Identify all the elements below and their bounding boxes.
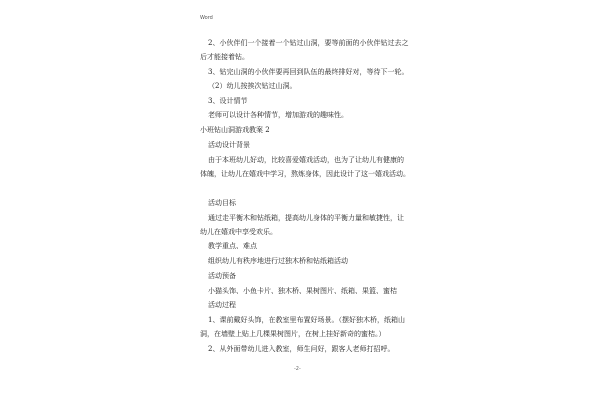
text-line: （2）幼儿按挨次钻过山洞。 (208, 82, 297, 90)
text-line: 老师可以设计各种情节，增加游戏的趣味性。 (208, 111, 348, 119)
text-line: 2、从外面带幼儿进入教室，师生问好，跟客人老师打招呼。 (208, 345, 395, 353)
text-line: 1、课前戴好头饰，在教室里布置好场景。（摆好独木桥，纸箱山 (208, 316, 405, 324)
section-heading: 活动设计背景 (208, 141, 250, 149)
text-line: 3、钻完山洞的小伙伴要再回到队伍的最终排好对，等待下一轮。 (208, 68, 409, 76)
page-number: -2- (294, 366, 301, 372)
section-heading: 活动过程 (208, 301, 236, 309)
section-heading: 活动目标 (208, 199, 236, 207)
text-line: 洞，在墙壁上贴上几棵果树图片，在树上挂好新奇的蜜桔。） (200, 330, 386, 338)
section-heading: 教学重点、难点 (208, 242, 257, 250)
text-line: 小猫头饰、小鱼卡片、独木桥、果树图片、纸箱、果篮、蜜桔 (208, 287, 397, 295)
section-heading: 活动预备 (208, 272, 236, 280)
text-line: 组织幼儿有秩序地进行过独木桥和钻纸箱活动 (208, 257, 348, 265)
app-label: Word (200, 15, 213, 21)
section-heading: 3、设计情节 (208, 97, 248, 105)
text-line: 后才能接着钻。 (200, 53, 249, 61)
text-line: 2、小伙伴们一个接着一个钻过山洞，要等前面的小伙伴钻过去之 (208, 39, 409, 47)
text-line: 通过走平衡木和钻纸箱，提高幼儿身体的平衡力量和敏捷性，让 (208, 214, 404, 222)
text-line: 由于本班幼儿好动，比较喜爱嬉戏活动，也为了让幼儿有健康的 (208, 156, 404, 164)
lesson-title: 小班钻山洞游戏教案 2 (200, 126, 270, 134)
text-line: 幼儿在嬉戏中享受欢乐。 (200, 228, 277, 236)
text-line: 体魄，让幼儿在嬉戏中学习，熬炼身体，因此设计了这一嬉戏活动。 (200, 170, 410, 178)
